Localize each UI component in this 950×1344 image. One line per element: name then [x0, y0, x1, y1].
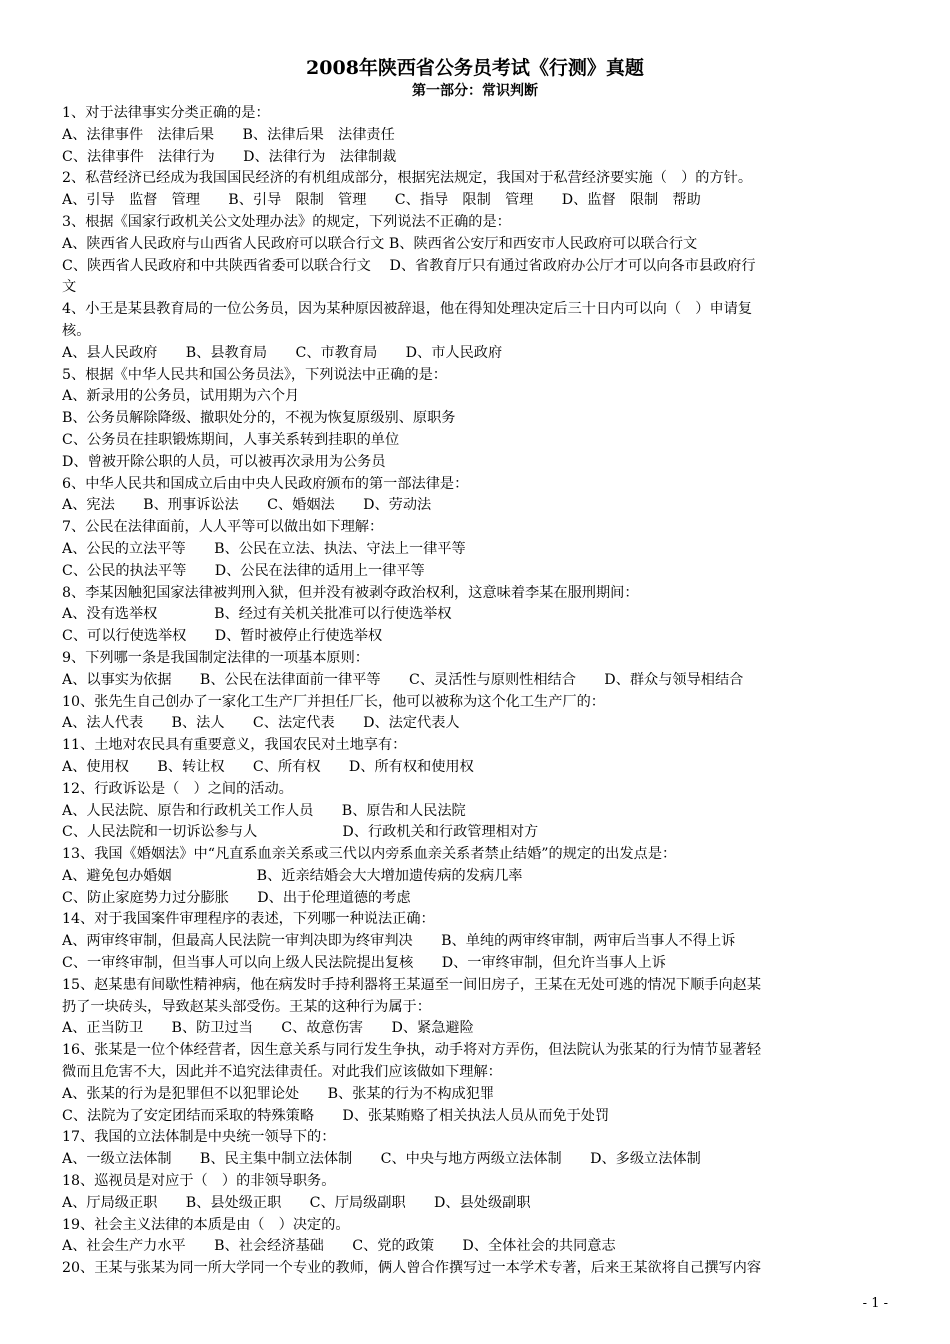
- text-line: A、张某的行为是犯罪但不以犯罪论处 B、张某的行为不构成犯罪: [62, 1085, 495, 1102]
- text-line: B、公务员解除降级、撤职处分的，不视为恢复原级别、原职务: [62, 410, 456, 427]
- text-line: A、新录用的公务员，试用期为六个月: [62, 388, 300, 405]
- text-line: 微而且危害不大，因此并不追究法律责任。对此我们应该做如下理解：: [62, 1064, 502, 1081]
- question-stem: 6、中华人民共和国成立后由中央人民政府颁布的第一部法律是：: [62, 475, 469, 492]
- text-line: C、公务员在挂职锻炼期间，人事关系转到挂职的单位: [62, 431, 400, 448]
- text-line: A、避免包办婚姻 B、近亲结婚会大大增加遗传病的发病几率: [62, 867, 523, 884]
- text-line: C、人民法院和一切诉讼参与人 D、行政机关和行政管理相对方: [62, 824, 539, 841]
- text-line: A、县人民政府 B、县教育局 C、市教育局 D、市人民政府: [62, 344, 503, 361]
- text-line: C、一审终审制，但当事人可以向上级人民法院提出复核 D、一审终审制，但允许当事人上诉: [62, 955, 666, 972]
- question-stem: 16、张某是一位个体经营者，因生意关系与同行发生争执，动手将对方弄伤，但法院认为张某的行为情节显著轻: [62, 1042, 762, 1059]
- document-title: 2008年陕西省公务员考试《行测》真题: [306, 57, 644, 79]
- text-line: A、厅局级正职 B、县处级正职 C、厅局级副职 D、县处级副职: [62, 1194, 531, 1211]
- text-line: A、陕西省人民政府与山西省人民政府可以联合行文 B、陕西省公安厅和西安市人民政府可以联合行文: [62, 235, 698, 252]
- question-stem: 14、对于我国案件审理程序的表述，下列哪一种说法正确：: [62, 911, 435, 928]
- text-line: C、法律事件 法律行为 D、法律行为 法律制裁: [62, 148, 397, 165]
- page-number: - 1 -: [862, 1296, 888, 1311]
- question-stem: 9、下列哪一条是我国制定法律的一项基本原则：: [62, 649, 369, 666]
- text-line: C、可以行使选举权 D、暂时被停止行使选举权: [62, 628, 383, 645]
- question-stem: 18、巡视员是对应于（ ）的非领导职务。: [62, 1173, 336, 1190]
- text-line: A、社会生产力水平 B、社会经济基础 C、党的政策 D、全体社会的共同意志: [62, 1238, 616, 1255]
- question-stem: 4、小王是某县教育局的一位公务员，因为某种原因被辞退，他在得知处理决定后三十日内可以向（ ）申请复: [62, 301, 753, 318]
- text-line: A、没有选举权 B、经过有关机关批准可以行使选举权: [62, 606, 452, 623]
- text-line: A、法人代表 B、法人 C、法定代表 D、法定代表人: [62, 715, 460, 732]
- text-line: A、公民的立法平等 B、公民在立法、执法、守法上一律平等: [62, 540, 466, 557]
- question-list: [62, 103, 888, 1280]
- text-line: D、曾被开除公职的人员，可以被再次录用为公务员: [62, 453, 386, 470]
- question-stem: 1、对于法律事实分类正确的是：: [62, 105, 270, 121]
- text-line: C、陕西省人民政府和中共陕西省委可以联合行文 D、省教育厅只有通过省政府办公厅才可以向各市县政府行: [62, 257, 756, 274]
- question-stem: 3、根据《国家行政机关公文处理办法》的规定，下列说法不正确的是：: [62, 213, 511, 230]
- text-line: A、正当防卫 B、防卫过当 C、故意伤害 D、紧急避险: [62, 1020, 474, 1037]
- text-line: A、法律事件 法律后果 B、法律后果 法律责任: [62, 126, 395, 143]
- text-line: A、使用权 B、转让权 C、所有权 D、所有权和使用权: [62, 758, 474, 775]
- text-line: 文: [62, 279, 77, 296]
- section-heading: 第一部分：常识判断: [412, 83, 538, 99]
- question-stem: 10、张先生自己创办了一家化工生产厂并担任厂长，他可以被称为这个化工生产厂的：: [62, 693, 605, 710]
- question-stem: 2、私营经济已经成为我国国民经济的有机组成部分，根据宪法规定，我国对于私营经济要实施（ ）的方针。: [62, 170, 753, 187]
- text-line: C、防止家庭势力过分膨胀 D、出于伦理道德的考虑: [62, 889, 411, 906]
- text-line: A、两审终审制，但最高人民法院一审判决即为终审判决 B、单纯的两审终审制，两审后当事人不得上诉: [62, 933, 736, 950]
- text-line: A、人民法院、原告和行政机关工作人员 B、原告和人民法院: [62, 802, 466, 819]
- text-line: A、引导 监督 管理 B、引导 限制 管理 C、指导 限制 管理 D、监督 限制 帮助: [62, 192, 701, 209]
- text-line: 核。: [62, 322, 91, 339]
- text-line: C、公民的执法平等 D、公民在法律的适用上一律平等: [62, 562, 425, 579]
- question-stem: 15、赵某患有间歇性精神病，他在病发时手持利器将王某逼至一间旧房子，王某在无处可逃的情况下顺手向赵某: [62, 976, 762, 993]
- question-stem: 5、根据《中华人民共和国公务员法》，下列说法中正确的是：: [62, 366, 447, 383]
- question-stem: 19、社会主义法律的本质是由（ ）决定的。: [62, 1216, 350, 1233]
- question-stem: 17、我国的立法体制是中央统一领导下的：: [62, 1129, 336, 1146]
- question-stem: 7、公民在法律面前，人人平等可以做出如下理解：: [62, 519, 384, 536]
- text-line: A、以事实为依据 B、公民在法律面前一律平等 C、灵活性与原则性相结合 D、群众与领导相结合: [62, 671, 744, 688]
- question-stem: 12、行政诉讼是（ ）之间的活动。: [62, 780, 293, 797]
- text-line: 扔了一块砖头，导致赵某头部受伤。王某的这种行为属于：: [62, 998, 431, 1015]
- text-line: C、法院为了安定团结而采取的特殊策略 D、张某贿赂了相关执法人员从而免于处罚: [62, 1107, 610, 1124]
- question-stem: 11、土地对农民具有重要意义，我国农民对土地享有：: [62, 737, 407, 754]
- question-stem: 8、李某因触犯国家法律被判刑入狱，但并没有被剥夺政治权利，这意味着李某在服刑期间：: [62, 584, 639, 601]
- question-stem: 13、我国《婚姻法》中“凡直系血亲关系或三代以内旁系血亲关系者禁止结婚”的规定的出发点是：: [62, 846, 677, 863]
- text-line: A、宪法 B、刑事诉讼法 C、婚姻法 D、劳动法: [62, 497, 432, 514]
- question-stem: 20、王某与张某为同一所大学同一个专业的教师，俩人曾合作撰写过一本学术专著，后来王某欲将自己撰写内容: [62, 1260, 762, 1277]
- text-line: A、一级立法体制 B、民主集中制立法体制 C、中央与地方两级立法体制 D、多级立法体制: [62, 1151, 701, 1168]
